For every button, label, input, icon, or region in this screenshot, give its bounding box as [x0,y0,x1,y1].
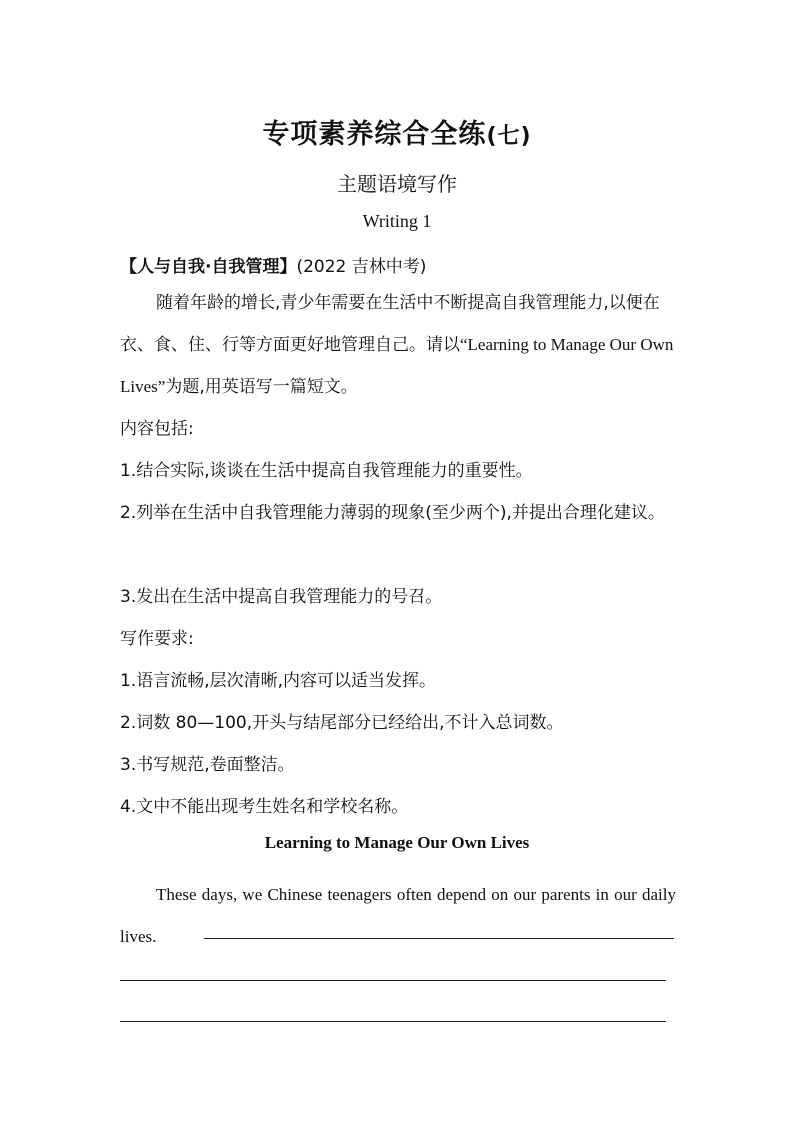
writing-label: Writing 1 [362,211,432,231]
prompt-text-2: 为题,用英语写一篇短文。 [165,377,358,397]
content-item-1: 1.结合实际,谈谈在生活中提高自我管理能力的重要性。 [120,461,533,481]
content-item-2: 2.列举在生活中自我管理能力薄弱的现象(至少两个),并提出合理化建议。 [120,503,665,523]
exam-source: (2022 吉林中考) [296,257,427,277]
requirement-4: 4.文中不能出现考生姓名和学校名称。 [120,797,409,817]
topic-tag: 【人与自我·自我管理】 [120,257,297,277]
prompt-english-title: “Learning to Manage Our Own Lives” [120,335,674,396]
page-title [0,112,794,151]
essay-opening [120,874,676,958]
essay-title: Learning to Manage Our Own Lives [264,833,530,852]
writing-line-2[interactable] [120,980,666,981]
essay-opening-text: These days, we Chinese teenagers often depend on our parents in our daily lives. [120,885,676,946]
requirements-heading: 写作要求: [120,629,194,649]
content-heading: 内容包括: [120,419,194,439]
prompt-text-1: 随着年龄的增长,青少年需要在生活中不断提高自我管理能力,以便在衣、食、住、行等方面更好地管理自己。请以 [120,293,660,355]
title-main: 专项素养综合全练 [262,119,487,150]
content-item-3: 3.发出在生活中提高自我管理能力的号召。 [120,587,443,607]
prompt-paragraph [120,282,676,408]
topic-tag-line [120,252,426,277]
requirement-2: 2.词数 80—100,开头与结尾部分已经给出,不计入总词数。 [120,713,564,733]
page-subtitle: 主题语境写作 [337,172,457,196]
writing-line-3[interactable] [120,1021,666,1022]
requirement-1: 1.语言流畅,层次清晰,内容可以适当发挥。 [120,671,437,691]
title-number: (七) [486,124,532,149]
requirement-3: 3.书写规范,卷面整洁。 [120,755,295,775]
writing-line-1[interactable] [204,938,674,939]
